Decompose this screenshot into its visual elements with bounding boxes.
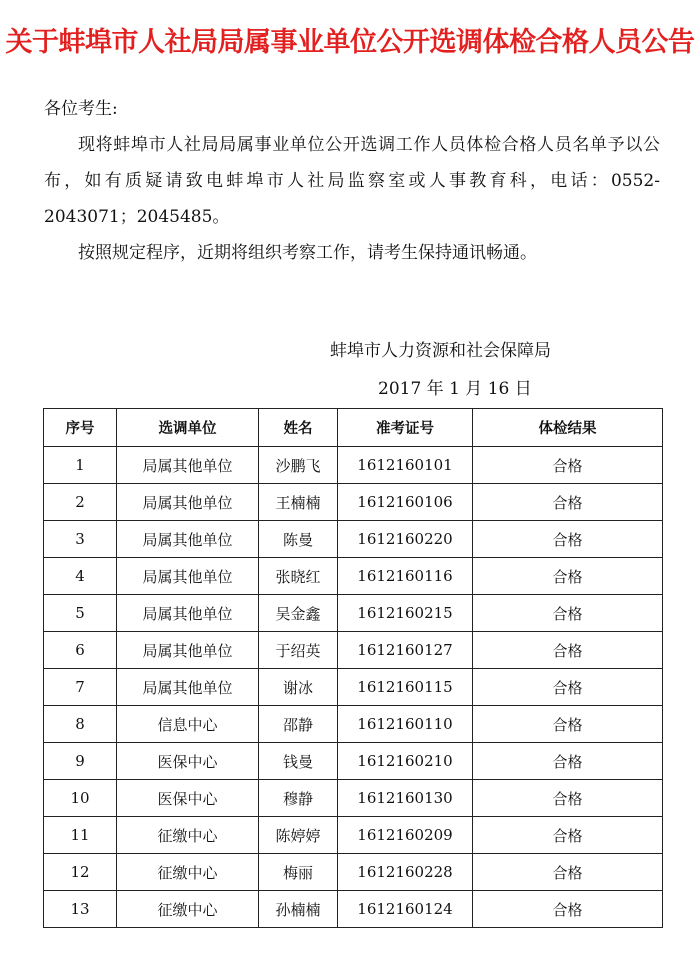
cell-result: 合格 xyxy=(473,817,663,854)
cell-ticket-number: 1612160115 xyxy=(338,669,473,706)
cell-unit: 局属其他单位 xyxy=(117,447,259,484)
cell-result: 合格 xyxy=(473,743,663,780)
cell-unit: 信息中心 xyxy=(117,706,259,743)
table-header-row xyxy=(44,409,663,447)
header-unit: 选调单位 xyxy=(117,409,259,447)
table-row xyxy=(44,817,663,854)
table-row xyxy=(44,484,663,521)
cell-unit: 医保中心 xyxy=(117,743,259,780)
cell-ticket-number: 1612160210 xyxy=(338,743,473,780)
cell-index: 1 xyxy=(44,447,117,484)
cell-ticket-number: 1612160106 xyxy=(338,484,473,521)
cell-index: 6 xyxy=(44,632,117,669)
cell-index: 9 xyxy=(44,743,117,780)
table-row xyxy=(44,891,663,928)
cell-index: 2 xyxy=(44,484,117,521)
paragraph-notice: 现将蚌埠市人社局局属事业单位公开选调工作人员体检合格人员名单予以公布，如有质疑请致电蚌埠市人社局监察室或人事教育科，电话：0552-2043071；2045485。 xyxy=(44,135,660,227)
header-result: 体检结果 xyxy=(473,409,663,447)
cell-unit: 局属其他单位 xyxy=(117,484,259,521)
cell-unit: 局属其他单位 xyxy=(117,558,259,595)
cell-index: 11 xyxy=(44,817,117,854)
table-row xyxy=(44,854,663,891)
header-index: 序号 xyxy=(44,409,117,447)
cell-unit: 局属其他单位 xyxy=(117,632,259,669)
cell-ticket-number: 1612160101 xyxy=(338,447,473,484)
table-row xyxy=(44,595,663,632)
table-row xyxy=(44,706,663,743)
table-row xyxy=(44,558,663,595)
cell-result: 合格 xyxy=(473,706,663,743)
cell-name: 陈曼 xyxy=(259,521,338,558)
cell-name: 沙鹏飞 xyxy=(259,447,338,484)
cell-index: 13 xyxy=(44,891,117,928)
cell-unit: 征缴中心 xyxy=(117,817,259,854)
salutation: 各位考生: xyxy=(44,99,118,119)
cell-ticket-number: 1612160215 xyxy=(338,595,473,632)
cell-result: 合格 xyxy=(473,891,663,928)
table-row xyxy=(44,743,663,780)
header-name: 姓名 xyxy=(259,409,338,447)
cell-unit: 局属其他单位 xyxy=(117,669,259,706)
cell-name: 王楠楠 xyxy=(259,484,338,521)
cell-ticket-number: 1612160228 xyxy=(338,854,473,891)
cell-index: 12 xyxy=(44,854,117,891)
announcement-body xyxy=(44,127,660,271)
cell-unit: 征缴中心 xyxy=(117,854,259,891)
cell-ticket-number: 1612160220 xyxy=(338,521,473,558)
cell-name: 吴金鑫 xyxy=(259,595,338,632)
cell-result: 合格 xyxy=(473,780,663,817)
table-row xyxy=(44,632,663,669)
table-row xyxy=(44,780,663,817)
cell-index: 7 xyxy=(44,669,117,706)
table-row xyxy=(44,669,663,706)
cell-index: 4 xyxy=(44,558,117,595)
cell-result: 合格 xyxy=(473,632,663,669)
signature-organization: 蚌埠市人力资源和社会保障局 xyxy=(330,341,551,361)
paragraph-procedure: 按照规定程序，近期将组织考察工作，请考生保持通讯畅通。 xyxy=(78,243,537,263)
table-row xyxy=(44,521,663,558)
document-title: 关于蚌埠市人社局局属事业单位公开选调体检合格人员公告 xyxy=(5,27,695,58)
cell-result: 合格 xyxy=(473,484,663,521)
cell-ticket-number: 1612160110 xyxy=(338,706,473,743)
cell-name: 邵静 xyxy=(259,706,338,743)
cell-unit: 征缴中心 xyxy=(117,891,259,928)
cell-result: 合格 xyxy=(473,558,663,595)
cell-name: 于绍英 xyxy=(259,632,338,669)
cell-index: 10 xyxy=(44,780,117,817)
cell-name: 谢冰 xyxy=(259,669,338,706)
cell-name: 孙楠楠 xyxy=(259,891,338,928)
results-table xyxy=(43,408,663,928)
cell-name: 梅丽 xyxy=(259,854,338,891)
signature-date: 2017 年 1 月 16 日 xyxy=(378,379,532,399)
cell-result: 合格 xyxy=(473,595,663,632)
cell-ticket-number: 1612160116 xyxy=(338,558,473,595)
table-row xyxy=(44,447,663,484)
cell-index: 8 xyxy=(44,706,117,743)
cell-name: 穆静 xyxy=(259,780,338,817)
cell-result: 合格 xyxy=(473,521,663,558)
cell-ticket-number: 1612160124 xyxy=(338,891,473,928)
cell-ticket-number: 1612160130 xyxy=(338,780,473,817)
cell-unit: 局属其他单位 xyxy=(117,595,259,632)
cell-name: 钱曼 xyxy=(259,743,338,780)
cell-result: 合格 xyxy=(473,447,663,484)
cell-name: 张晓红 xyxy=(259,558,338,595)
cell-ticket-number: 1612160209 xyxy=(338,817,473,854)
cell-result: 合格 xyxy=(473,669,663,706)
cell-result: 合格 xyxy=(473,854,663,891)
cell-index: 3 xyxy=(44,521,117,558)
cell-ticket-number: 1612160127 xyxy=(338,632,473,669)
cell-name: 陈婷婷 xyxy=(259,817,338,854)
cell-unit: 局属其他单位 xyxy=(117,521,259,558)
cell-index: 5 xyxy=(44,595,117,632)
header-ticket-number: 准考证号 xyxy=(338,409,473,447)
cell-unit: 医保中心 xyxy=(117,780,259,817)
